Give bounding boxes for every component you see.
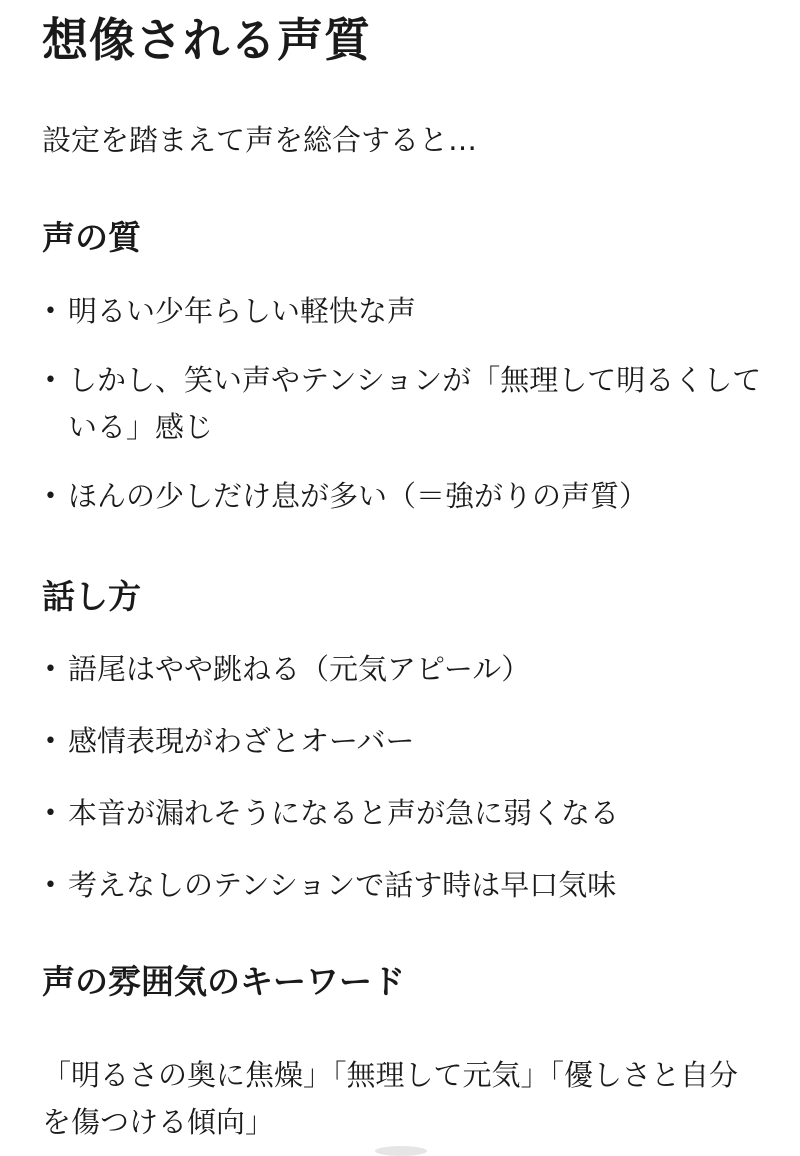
bullet-icon: • xyxy=(44,368,57,393)
scroll-indicator xyxy=(375,1146,427,1156)
bullet-icon: • xyxy=(44,484,57,509)
list-item xyxy=(42,288,762,335)
list-item-text: 明るい少年らしい軽快な声 xyxy=(68,294,417,328)
voice-quality-list xyxy=(42,288,762,520)
page-title: 想像される声質 xyxy=(42,13,371,67)
intro-text: 設定を踏まえて声を総合すると… xyxy=(42,123,478,157)
list-item xyxy=(42,862,762,909)
keywords-text: 「明るさの奥に焦燥」「無理して元気」「優しさと自分を傷つける傾向」 xyxy=(42,1058,739,1139)
bullet-icon: • xyxy=(44,729,57,754)
list-item-text: 考えなしのテンションで話す時は早口気味 xyxy=(68,868,617,902)
list-item xyxy=(42,718,762,765)
list-item xyxy=(42,357,762,451)
list-item xyxy=(42,473,762,520)
list-item-text: ほんの少しだけ息が多い（＝強がりの声質） xyxy=(68,479,649,513)
speaking-style-list xyxy=(42,646,762,909)
section-heading-speaking-style: 話し方 xyxy=(42,577,141,616)
list-item xyxy=(42,646,762,693)
section-heading-voice-keywords: 声の雰囲気のキーワード xyxy=(42,962,405,1001)
bullet-icon: • xyxy=(44,657,57,682)
list-item-text: 本音が漏れそうになると声が急に弱くなる xyxy=(68,796,620,830)
bullet-icon: • xyxy=(44,873,57,898)
list-item-text: しかし、笑い声やテンションが「無理して明るくしている」感じ xyxy=(68,363,762,444)
bullet-icon: • xyxy=(44,299,57,324)
list-item-text: 語尾はやや跳ねる（元気アピール） xyxy=(68,652,531,686)
section-heading-voice-quality: 声の質 xyxy=(42,218,141,257)
list-item-text: 感情表現がわざとオーバー xyxy=(68,724,415,758)
list-item xyxy=(42,790,762,837)
bullet-icon: • xyxy=(44,801,57,826)
